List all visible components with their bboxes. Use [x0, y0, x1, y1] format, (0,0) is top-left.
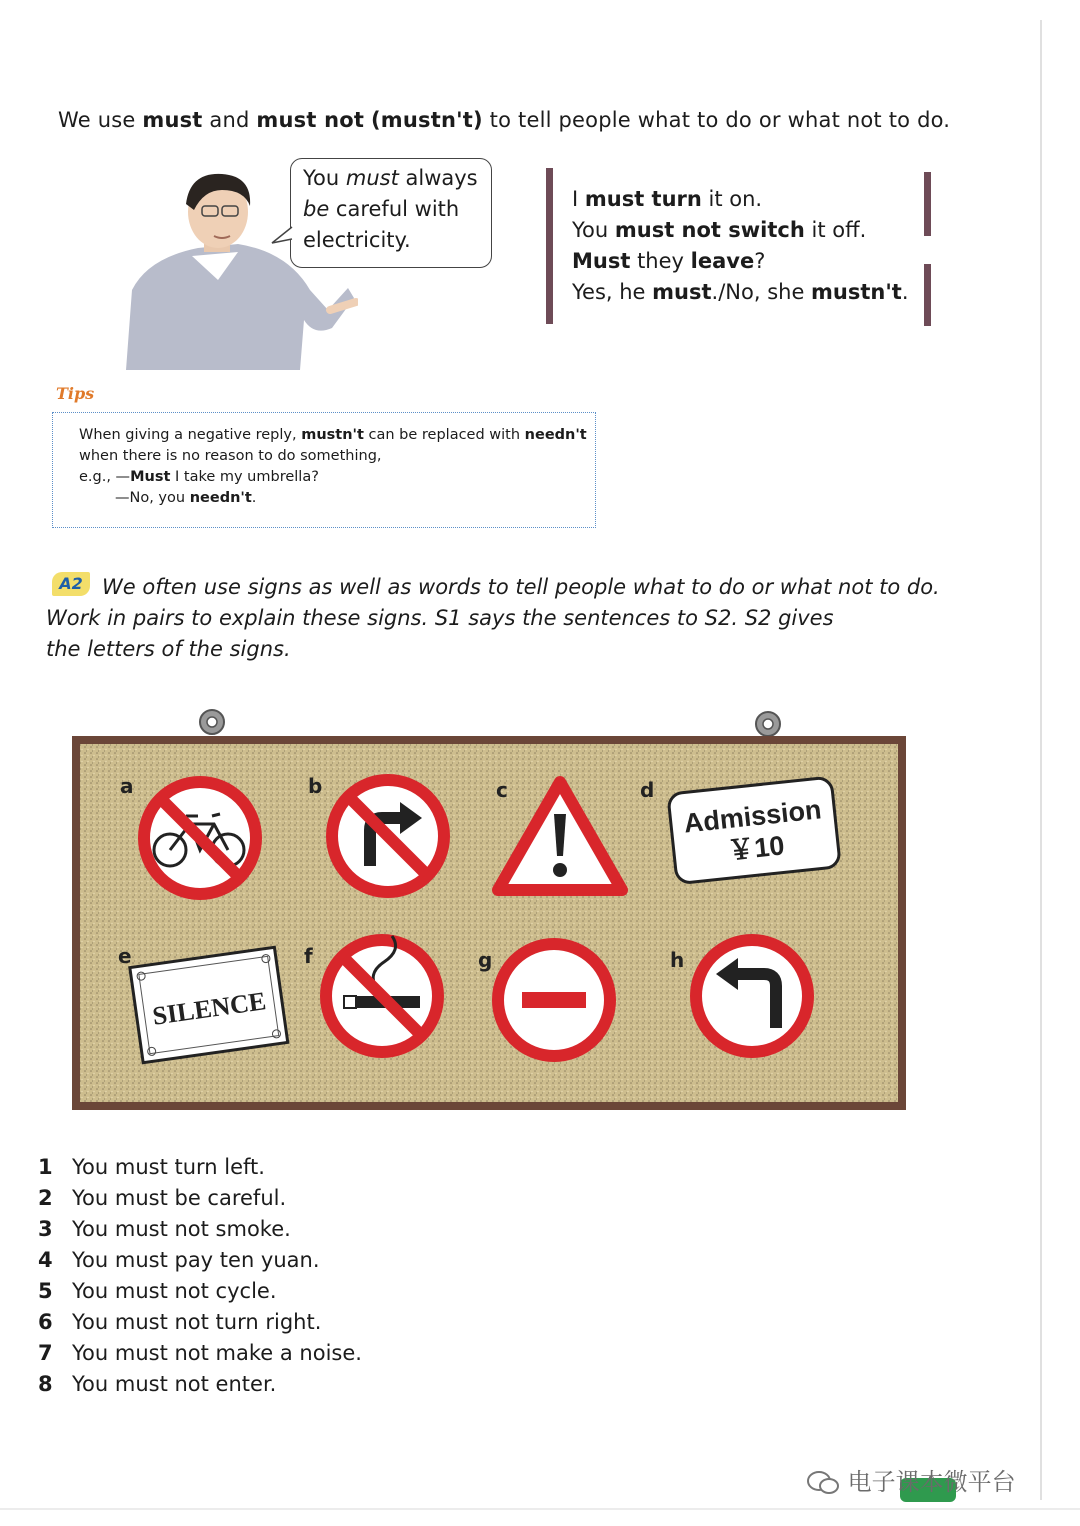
- admission-price: ￥10: [726, 830, 786, 867]
- page-edge: [1040, 20, 1042, 1500]
- example-bar-right-top: [924, 172, 931, 236]
- admission-text: Admission: [682, 794, 823, 839]
- sentence-list: [38, 1152, 362, 1400]
- list-item: 5 You must not cycle.: [38, 1279, 277, 1303]
- list-item: 4 You must pay ten yuan.: [38, 1248, 320, 1272]
- grammar-examples: [572, 184, 909, 308]
- example-4: Yes, he must./No, she mustn't.: [572, 280, 909, 304]
- sign-letter-h: h: [670, 948, 685, 972]
- sign-no-cycling: [144, 782, 256, 894]
- sign-letter-d: d: [640, 778, 655, 802]
- example-3: Must they leave?: [572, 249, 766, 273]
- sign-admission: [668, 777, 841, 884]
- sign-letter-g: g: [478, 948, 493, 972]
- a2-badge: A2: [52, 572, 90, 596]
- sign-letter-e: e: [118, 944, 132, 968]
- sign-no-right-turn: [332, 780, 444, 892]
- list-item: 3 You must not smoke.: [38, 1217, 291, 1241]
- list-item: 1 You must turn left.: [38, 1155, 265, 1179]
- sign-no-entry: [498, 944, 610, 1056]
- list-item: 7 You must not make a noise.: [38, 1341, 362, 1365]
- example-1: I must turn it on.: [572, 187, 763, 211]
- sign-letter-c: c: [496, 778, 508, 802]
- sign-letter-f: f: [304, 944, 313, 968]
- a2-instructions: We often use signs as well as words to tell people what to do or what not to do. Work in pairs to explain these signs. S1 says the sentences to S2. S2 gives the letters of the signs.: [46, 575, 940, 661]
- notice-board-graphic: [66, 704, 906, 1114]
- example-bar-left: [546, 168, 553, 324]
- watermark: 电子课本微平台: [806, 1462, 1016, 1497]
- silence-text: SILENCE: [150, 986, 268, 1031]
- speech-bubble: You must always be careful with electricity.: [290, 158, 492, 268]
- sign-no-smoking: [326, 936, 438, 1052]
- tips-title: Tips: [56, 384, 95, 403]
- sign-silence: [130, 947, 288, 1062]
- tips-box: When giving a negative reply, mustn't can be replaced with needn't when there is no reason to do something, e.g., —Must I take my umbrella? —No, you needn't.: [52, 412, 596, 528]
- example-2: You must not switch it off.: [572, 218, 867, 242]
- speech-bubble-tail: [270, 225, 294, 249]
- sign-turn-left: [696, 940, 808, 1052]
- example-bar-right-bottom: [924, 264, 931, 326]
- page-bottom-edge: [0, 1508, 1080, 1510]
- sign-letter-a: a: [120, 774, 134, 798]
- notice-board: [66, 704, 906, 1114]
- sign-letter-b: b: [308, 774, 323, 798]
- list-item: 2 You must be careful.: [38, 1186, 287, 1210]
- list-item: 8 You must not enter.: [38, 1372, 277, 1396]
- intro-sentence: We use must and must not (mustn't) to tell people what to do or what not to do.: [58, 108, 951, 132]
- wechat-icon: [806, 1470, 840, 1496]
- list-item: 6 You must not turn right.: [38, 1310, 322, 1334]
